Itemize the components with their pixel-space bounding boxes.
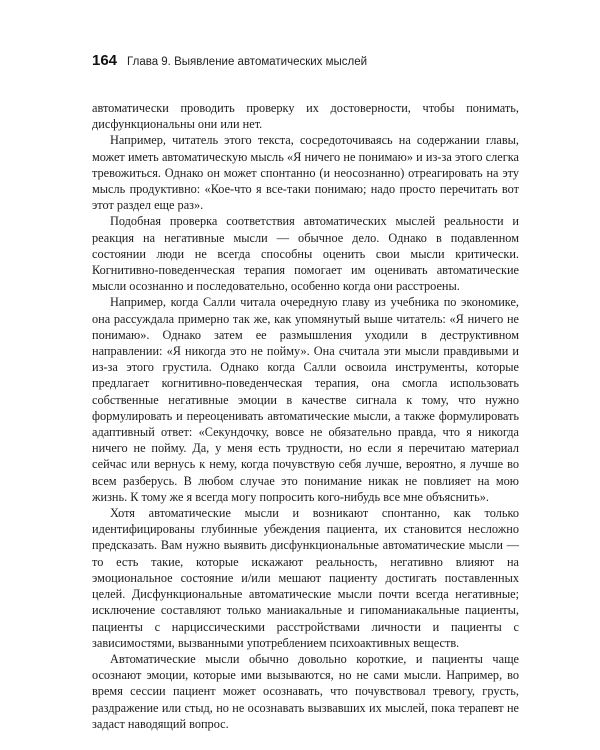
paragraph: Например, когда Салли читала очередную главу из учебника по экономике, она рассуждала примерно так же, как упомянутый выше читатель: «Я ничего не понимаю». Однако затем ее размышления уходили в деструктивном направлении: «Я никогда это не пойму». Она считала эти мысли правдивыми и из-за этого грустила. Однако когда Салли освоила инструменты, которые предлагает когнитивно-поведенческая терапия, она смогла использовать собственные негативные эмоции в качестве сигнала к тому, что нужно формулировать и переоценивать автоматические мысли, а также формулировать адаптивный ответ: «Секундочку, вовсе не обязательно правда, что я никогда ничего не пойму. Да, у меня есть трудности, но если я перечитаю материал сейчас или вернусь к нему, когда почувствую себя лучше, вероятно, я лучше во всем разберусь. В любом случае это понимание никак не повлияет на мою жизнь. К тому же я всегда могу попросить кого-нибудь все мне объяснить». (92, 295, 519, 504)
running-header (92, 52, 560, 69)
page-number: 164 (92, 52, 118, 69)
paragraph: Подобная проверка соответствия автоматических мыслей реальности и реакция на негативные мысли — обычное дело. Однако в подавленном состоянии люди не всегда способны оценить свои мысли критически. Когнитивно-поведенческая терапия помогает им оценивать автоматические мысли осознанно и последовательно, особенно когда они расстроены. (92, 214, 519, 294)
chapter-title: Глава 9. Выявление автоматических мыслей (127, 56, 368, 68)
paragraph: Автоматические мысли обычно довольно короткие, и пациенты чаще осознают эмоции, которые ими вызываются, но не сами мысли. Например, во время сессии пациент может осознавать, что почувствовал тревогу, грусть, раздражение или стыд, но не осознавать вызвавших их мыслей, пока терапевт не задаст наводящий вопрос. (92, 651, 519, 731)
body-text (92, 100, 519, 732)
paragraph: Например, читатель этого текста, сосредоточиваясь на содержании главы, может иметь автоматическую мысль «Я ничего не понимаю» и из-за этого слегка тревожиться. Однако он может спонтанно (и неосознанно) отреагировать на эту мысль продуктивно: «Кое-что я все-таки понимаю; надо просто перечитать вот этот раздел еще раз». (92, 133, 519, 213)
paragraph: автоматически проводить проверку их достоверности, чтобы понимать, дисфункциональны они или нет. (92, 101, 519, 132)
paragraph: Хотя автоматические мысли и возникают спонтанно, как только идентифицированы глубинные убеждения пациента, их становится несложно предсказать. Вам нужно выявить дисфункциональные автоматические мысли — то есть такие, которые искажают реальность, негативно влияют на эмоциональное состояние и/или мешают пациенту достигать поставленных целей. Дисфункциональные автоматические мысли почти всегда негативные; исключение составляют только маниакальные и гипоманиакальные пациенты, пациенты с нарциссическими расстройствами личности и пациенты с зависимостями, вызванными употреблением психоактивных веществ. (92, 506, 519, 650)
